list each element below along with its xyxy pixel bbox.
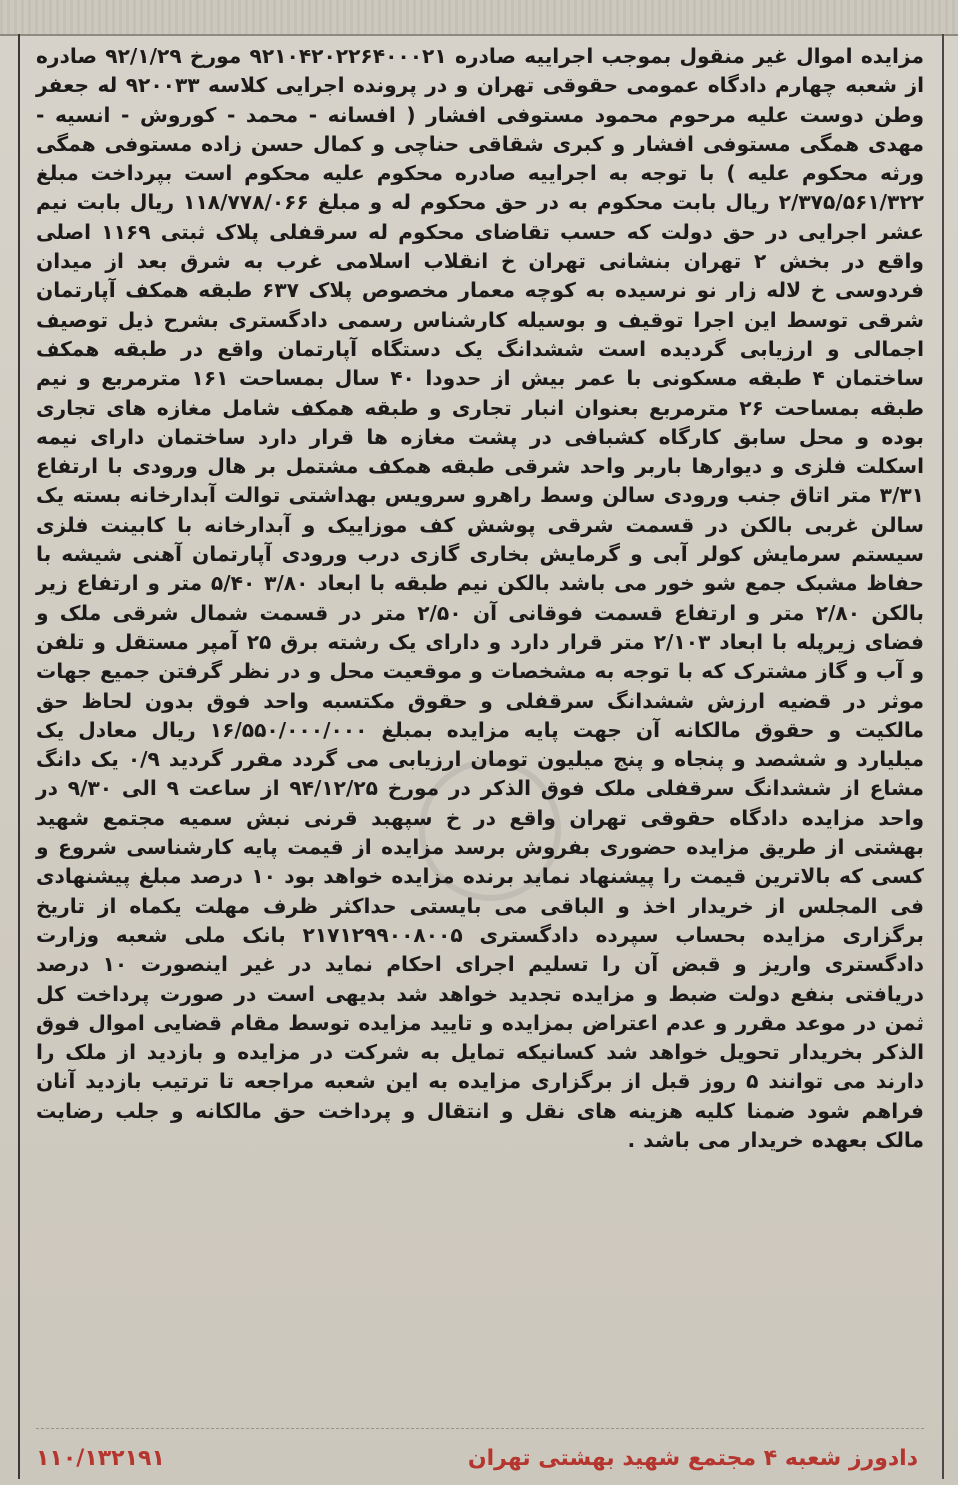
footer-divider [36, 1428, 924, 1429]
notice-footer [36, 1438, 918, 1478]
notice-code: ۱۱۰/۱۳۲۱۹۱ [36, 1445, 165, 1471]
torn-top-edge [0, 0, 958, 36]
publisher-signature: دادورز شعبه ۴ مجتمع شهید بهشتی تهران [467, 1445, 918, 1471]
auction-notice-body: مزایده اموال غیر منقول بموجب اجراییه صادره ۹۲۱۰۴۲۰۲۲۶۴۰۰۰۲۱ مورخ ۹۲/۱/۲۹ صادره از شعبه چهارم دادگاه عمومی حقوقی تهران و در پرونده اجرایی کلاسه ۹۲۰۰۳۳ له جعفر وطن دوست علیه مرحوم محمود مستوفی افشار ( افسانه - محمد - کوروش - انسیه - مهدی همگی مستوفی افشار و کبری شقاقی حناچی و کمال حسن زاده مستوفی همگی ورثه محکوم علیه ) با توجه به اجراییه صادره محکوم علیه محکوم است بپرداخت مبلغ ۲/۳۷۵/۵۶۱/۳۲۲ ریال بابت محکوم به در حق محکوم له و مبلغ ۱۱۸/۷۷۸/۰۶۶ ریال بابت نیم عشر اجرایی در حق دولت که حسب تقاضای محکوم له سرقفلی پلاک ثبتی ۱۱۶۹ اصلی واقع در بخش ۲ تهران بنشانی تهران خ انقلاب اسلامی غرب به شرق بعد از میدان فردوسی خ لاله زار نو نرسیده به کوچه معمار مخصوص پلاک ۶۳۷ طبقه همکف آپارتمان شرقی توسط این اجرا توقیف و بوسیله کارشناس رسمی دادگستری بشرح ذیل توصیف اجمالی و ارزیابی گردیده است ششدانگ یک دستگاه آپارتمان واقع در طبقه همکف ساختمان ۴ طبقه مسکونی با عمر بیش از حدودا ۴۰ سال بمساحت ۱۶۱ مترمربع و نیم طبقه بمساحت ۲۶ مترمربع بعنوان انبار تجاری و طبقه همکف شامل مغازه های تجاری بوده و محل سابق کارگاه کشبافی در پشت مغازه ها قرار دارد ساختمان دارای نیمه اسکلت فلزی و دیوارها باربر واحد شرقی طبقه همکف مشتمل بر هال ورودی با ارتفاع ۳/۳۱ متر اتاق جنب ورودی سالن وسط راهرو سرویس بهداشتی توالت آبدارخانه بسته یک سالن غربی بالکن در قسمت شرقی پوشش کف موزاییک و آبدارخانه با کابینت فلزی سیستم سرمایش کولر آبی و گرمایش بخاری گازی درب ورودی آپارتمان آهنی شیشه با حفاظ مشبک جمع شو خور می باشد بالکن نیم طبقه با ابعاد ۳/۸۰ ۵/۴۰ متر و ارتفاع زیر بالکن ۲/۸۰ متر و ارتفاع قسمت فوقانی آن ۲/۵۰ متر در قسمت شمال شرقی ملک و فضای زیرپله با ابعاد ۲/۱۰۳ متر قرار دارد و دارای یک رشته برق ۲۵ آمپر مستقل و تلفن و آب و گاز مشترک که با توجه به مشخصات و موقعیت محل و در نظر گرفتن جمیع جهات موثر در قضیه ارزش ششدانگ سرقفلی و حقوق مکتسبه واحد فوق بدون لحاظ حق مالکیت و حقوق مالکانه آن جهت پایه مزایده بمبلغ ۱۶/۵۵۰/۰۰۰/۰۰۰ ریال معادل یک میلیارد و ششصد و پنجاه و پنج میلیون تومان ارزیابی می گردد مقرر گردید ۰/۹ یک دانگ مشاع از ششدانگ سرقفلی ملک فوق الذکر در مورخ ۹۴/۱۲/۲۵ از ساعت ۹ الی ۹/۳۰ در واحد مزایده دادگاه حقوقی تهران واقع در خ سپهبد قرنی نبش سمیه مجتمع شهید بهشتی از طریق مزایده حضوری بفروش برسد مزایده از قیمت پایه کارشناسی شروع و کسی که بالاترین قیمت را پیشنهاد نماید برنده مزایده خواهد بود ۱۰ درصد مبلغ پیشنهادی فی المجلس از خریدار اخذ و الباقی می بایستی حداکثر ظرف مهلت یکماه از تاریخ برگزاری مزایده بحساب سپرده دادگستری ۲۱۷۱۲۹۹۰۰۸۰۰۵ بانک ملی شعبه وزارت دادگستری واریز و قبض آن را تسلیم اجرای احکام نماید در غیر اینصورت ۱۰ درصد دریافتی بنفع دولت ضبط و مزایده تجدید خواهد شد بدیهی است در صورت پرداخت کل ثمن در موعد مقرر و عدم اعتراض بمزایده و تایید مزایده توسط مقام قضایی اموال فوق الذکر بخریدار تحویل خواهد شد کسانیکه تمایل به شرکت در مزایده و بازدید از ملک را دارند می توانند ۵ روز قبل از برگزاری مزایده به این شعبه مراجعه تا ترتیب بازدید آنان فراهم شود ضمنا کلیه هزینه های نقل و انتقال و پرداخت حق مالکانه و جلب رضایت مالک بعهده خریدار می باشد . [36, 44, 925, 1152]
